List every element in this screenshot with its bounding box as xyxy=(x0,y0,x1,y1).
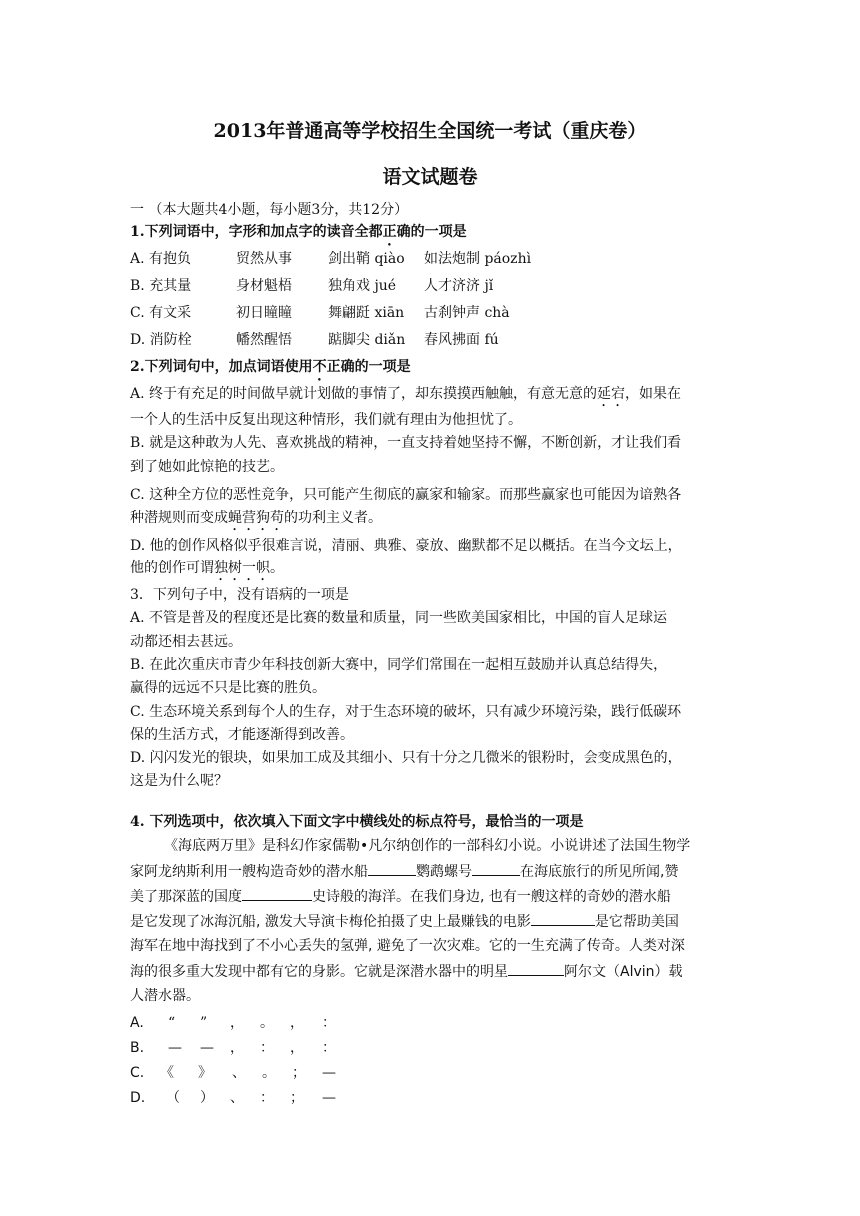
q1-a-c2: 贸然从事 xyxy=(236,251,292,267)
q1-a-c4: 如法炮制 páozhì xyxy=(424,251,532,267)
q4-d-m6: — xyxy=(322,1090,336,1106)
q1-stem-dot: 正 xyxy=(382,224,397,240)
q4-passage-line7: 人潜水器。 xyxy=(130,988,200,1004)
exam-subtitle: 语文试题卷 xyxy=(382,166,478,188)
q2-a-line2: 一个人的生活中反复出现这种情形，我们就有理由为他担忧了。 xyxy=(130,412,522,428)
q4-b-m4: ： xyxy=(260,1040,274,1056)
q2-stem-c: 正确的一项是 xyxy=(326,359,411,375)
q4-p6a: 海的很多重大发现中都有它的身影。它就是深潜水器中的明星 xyxy=(130,964,508,980)
q4-passage-line5: 海军在地中海找到了不小心丢失的氢弹, 避免了一次灾难。它的一生充满了传奇。人类对深 xyxy=(130,938,685,954)
q4-b-m6: ： xyxy=(322,1040,336,1056)
q4-d-label: D. xyxy=(130,1090,146,1106)
q1-c-c4: 古刹钟声 chà xyxy=(424,305,510,321)
q3-d-line2: 这是为什么呢？ xyxy=(130,773,228,789)
q4-passage-line6 xyxy=(130,961,740,982)
q4-d-m3: 、 xyxy=(230,1090,244,1106)
q4-c-m4: 。 xyxy=(262,1065,276,1081)
q2-a1-dotted: 延宕 xyxy=(597,386,626,402)
q2-c2-dotted: 蝇营狗苟 xyxy=(228,510,284,526)
q2-c-line2 xyxy=(130,508,740,534)
q1-d-c1: D. 消防栓 xyxy=(130,332,192,348)
q2-d-line2 xyxy=(130,558,740,584)
q4-a-m6: ： xyxy=(322,1015,336,1031)
q2-b-line1: B. 就是这种敢为人先、喜欢挑战的精神，一直支持着她坚持不懈，不断创新，才让我们看 xyxy=(130,435,682,451)
q4-a-m4: 。 xyxy=(260,1015,274,1031)
q4-a-m3: ， xyxy=(230,1015,244,1031)
q1-stem xyxy=(130,222,740,249)
exam-title: 2013年普通高等学校招生全国统一考试（重庆卷） xyxy=(213,120,647,142)
q4-blank-4 xyxy=(531,911,595,926)
q4-passage-line1: 《海底两万里》是科幻作家儒勒•凡尔纳创作的一部科幻小说。小说讲述了法国生物学 xyxy=(164,838,691,854)
q4-passage-line4 xyxy=(130,911,740,932)
q4-blank-1 xyxy=(368,861,416,876)
q3-c-line1: C. 生态环境关系到每个人的生存，对于生态环境的破坏，只有减少环境污染，践行低碳环 xyxy=(130,704,682,720)
q4-b-m1: — xyxy=(168,1040,182,1056)
q2-c2-pre: 种潜规则而变成 xyxy=(130,510,228,526)
q3-b-line1: B. 在此次重庆市青少年科技创新大赛中，同学们常围在一起相互鼓励并认真总结得失， xyxy=(130,657,668,673)
q1-stem-c: 确的一项是 xyxy=(396,224,467,240)
q4-d-m2: ） xyxy=(200,1090,214,1106)
q4-blank-5 xyxy=(508,961,564,976)
q3-stem: 3．下列句子中，没有语病的一项是 xyxy=(130,587,349,603)
q4-d-m5: ； xyxy=(290,1090,304,1106)
q4-passage-line2 xyxy=(130,861,740,882)
q4-p2c: 在海底旅行的所见所闻,赞 xyxy=(520,864,679,880)
q3-d-line1: D. 闪闪发光的银块，如果加工成及其细小、只有十分之几微米的银粉时，会变成黑色的， xyxy=(130,750,682,766)
q1-stem-a: 1.下列词语中，字形和加点字的读音全都 xyxy=(130,224,383,240)
section-intro: 一 （本大题共4小题，每小题3分，共12分） xyxy=(130,202,409,218)
q4-p3a: 美了那深蓝的国度 xyxy=(130,889,242,905)
q2-stem-a: 2.下列词句中，加点词语使用 xyxy=(130,359,313,375)
q1-d-c4: 春风拂面 fú xyxy=(424,332,499,348)
q2-a-line1 xyxy=(130,384,740,410)
q4-blank-2 xyxy=(472,861,520,876)
q2-a1-pre: A. 终于有充足的时间做早就计划做的事情了，却东摸摸西触触，有意无意的 xyxy=(130,386,598,402)
q4-p2b: 鹦鹉螺号 xyxy=(416,864,472,880)
q4-c-m5: ； xyxy=(292,1065,306,1081)
q4-c-m2: 》 xyxy=(198,1065,212,1081)
q2-a1-post: ，如果在 xyxy=(625,386,682,402)
q4-p6b: 阿尔文（Alvin）载 xyxy=(564,964,683,980)
q4-c-m1: 《 xyxy=(160,1065,174,1081)
q4-passage-line3 xyxy=(130,886,740,907)
q2-d2-pre: 他的创作可谓 xyxy=(130,560,214,576)
q4-blank-3 xyxy=(242,886,312,901)
q4-p4b: 是它帮助美国 xyxy=(594,914,679,930)
q1-c-c1: C. 有文采 xyxy=(130,305,192,321)
q2-d2-dotted: 独树一帜 xyxy=(214,560,270,576)
q1-c-c3: 舞翩跹 xiān xyxy=(328,305,405,321)
q4-a-m5: ， xyxy=(290,1015,304,1031)
q4-b-m3: ， xyxy=(230,1040,244,1056)
q2-d-line1: D. 他的创作风格似乎很难言说，清丽、典雅、豪放、幽默都不足以概括。在当今文坛上， xyxy=(130,538,682,554)
q4-stem: 4. 下列选项中，依次填入下面文字中横线处的标点符号，最恰当的一项是 xyxy=(130,814,584,830)
q4-c-label: C. xyxy=(130,1065,145,1081)
q1-b-c4: 人才济济 jǐ xyxy=(424,278,494,294)
q4-b-m5: ， xyxy=(290,1040,304,1056)
q3-b-line2: 赢得的远远不只是比赛的胜负。 xyxy=(130,680,326,696)
q4-p3b: 史诗般的海洋。在我们身边, 也有一艘这样的奇妙的潜水船 xyxy=(312,889,671,905)
q4-a-label: A. xyxy=(130,1015,144,1031)
q1-a-c3: 剑出鞘 qiào xyxy=(328,251,405,267)
q4-p4a: 是它发现了冰海沉船, 激发大导演卡梅伦拍摄了史上最赚钱的电影 xyxy=(130,914,531,930)
q2-d2-post: 。 xyxy=(270,560,284,576)
q1-b-c3: 独角戏 jué xyxy=(328,278,397,294)
q4-a-m2: ” xyxy=(200,1015,208,1031)
q4-c-m3: 、 xyxy=(232,1065,246,1081)
q3-c-line2: 保的生活方式，才能逐渐得到改善。 xyxy=(130,727,354,743)
q4-b-m2: — xyxy=(200,1040,214,1056)
q4-c-m6: — xyxy=(322,1065,336,1081)
q3-a-line1: A. 不管是普及的程度还是比赛的数量和质量，同一些欧美国家相比，中国的盲人足球运 xyxy=(130,610,668,626)
q4-d-m4: ： xyxy=(260,1090,274,1106)
q1-c-c2: 初日瞳瞳 xyxy=(236,305,292,321)
q4-b-label: B. xyxy=(130,1040,145,1056)
q1-d-c3: 踮脚尖 diǎn xyxy=(328,332,406,348)
q2-c-line1: C. 这种全方位的恶性竞争，只可能产生彻底的赢家和输家。而那些赢家也可能因为谙熟各 xyxy=(130,487,682,503)
q1-a-c1: A. 有抱负 xyxy=(130,251,192,267)
q2-b-line2: 到了她如此惊艳的技艺。 xyxy=(130,459,284,475)
q1-b-c1: B. 充其量 xyxy=(130,278,192,294)
q4-d-m1: （ xyxy=(166,1090,180,1106)
q3-a-line2: 动都还相去甚远。 xyxy=(130,634,242,650)
q2-stem-dot: 不 xyxy=(312,359,327,375)
q2-stem xyxy=(130,357,740,384)
q4-p2a: 家阿龙纳斯利用一艘构造奇妙的潜水船 xyxy=(130,864,368,880)
q2-c2-post: 的功利主义者。 xyxy=(284,510,382,526)
q1-b-c2: 身材魁梧 xyxy=(236,278,292,294)
q4-a-m1: “ xyxy=(168,1015,176,1031)
q1-d-c2: 幡然醒悟 xyxy=(236,332,292,348)
